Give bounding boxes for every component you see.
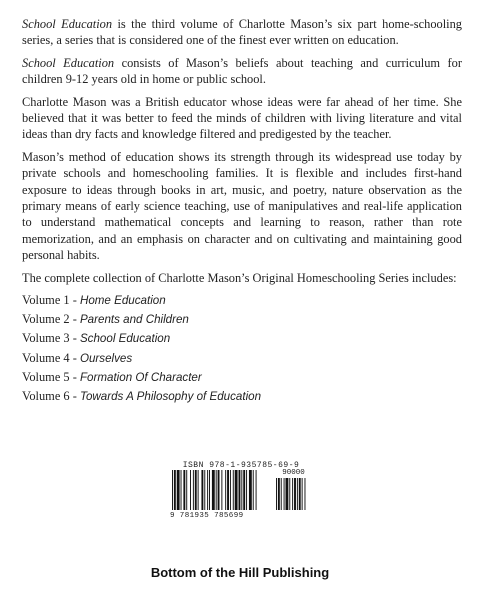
- volume-title: School Education: [79, 332, 171, 346]
- book-title-italic: School Education: [22, 55, 115, 70]
- barcode-bar: [186, 470, 187, 510]
- volume-separator: -: [69, 350, 80, 365]
- barcode-bar: [221, 470, 222, 510]
- barcode-ean-digits: 9 781935 785699: [170, 512, 244, 520]
- barcode-addon-bar: [286, 478, 289, 510]
- back-cover-text: [22, 16, 462, 407]
- volume-label: Volume 4: [22, 350, 70, 365]
- volume-title: Ourselves: [79, 351, 133, 365]
- paragraph-2: [22, 55, 462, 88]
- barcode-bar: [256, 470, 257, 510]
- barcode-bar: [216, 470, 217, 510]
- barcode-bar: [249, 470, 252, 510]
- volume-separator: -: [69, 293, 80, 308]
- volume-item: [22, 388, 462, 406]
- barcode-bar: [198, 470, 199, 510]
- barcode-bar: [243, 470, 245, 510]
- volume-separator: -: [69, 369, 80, 384]
- barcode-addon-bar: [284, 478, 285, 510]
- barcode-bar: [183, 470, 185, 510]
- barcode-bar: [207, 470, 208, 510]
- volume-item: [22, 292, 462, 310]
- paragraph-1-text: is the third volume of Charlotte Mason’s six part home-schooling series, a series that is considered one of the finest ever written on education.: [22, 17, 462, 48]
- barcode-bar: [193, 470, 194, 510]
- barcode-addon-bar: [276, 478, 277, 510]
- book-title-italic: School Education: [22, 17, 113, 31]
- volume-label: Volume 6: [22, 389, 70, 404]
- volume-separator: -: [69, 312, 80, 327]
- barcode-bar: [201, 470, 203, 510]
- barcode-bar: [190, 470, 191, 510]
- isbn-barcode: [170, 461, 312, 521]
- volume-list: [22, 292, 462, 406]
- barcode-bar: [177, 470, 180, 510]
- volume-label: Volume 3: [22, 331, 70, 346]
- barcode-bar: [212, 470, 215, 510]
- barcode-bar: [246, 470, 247, 510]
- barcode-bar: [230, 470, 231, 510]
- barcode-bar: [195, 470, 197, 510]
- barcode-bar: [181, 470, 182, 510]
- barcode-bar: [204, 470, 205, 510]
- barcode-addon-bar: [302, 478, 303, 510]
- barcode-addon-bar: [278, 478, 280, 510]
- barcode-addon-digits: 90000: [282, 469, 305, 477]
- paragraph-4: Mason’s method of education shows its strength through its widespread use today by private schools and homeschooling families. It is flexible and includes first-hand exposure to ideas through books in art, music, and poetry, nature observation as the primary means of early science teaching, use of manipulatives and real-life application to understand mathematical concepts and learning to reason, rather than rote memorization, and an emphasis on character and on cultivating and maintaining good personal habits.: [22, 149, 462, 263]
- barcode-addon-bar: [281, 478, 282, 510]
- barcode-bar: [218, 470, 220, 510]
- publisher-name: Bottom of the Hill Publishing: [150, 565, 330, 580]
- volume-label: Volume 2: [22, 312, 70, 327]
- barcode-bar: [209, 470, 210, 510]
- barcode-bar: [241, 470, 242, 510]
- barcode-addon-bar: [289, 478, 290, 510]
- volume-label: Volume 1: [22, 293, 70, 308]
- isbn-text: ISBN 978-1-935785-69-9: [182, 461, 300, 470]
- volume-title: Towards A Philosophy of Education: [79, 390, 262, 404]
- paragraph-1: [22, 16, 462, 49]
- barcode-bar: [227, 470, 229, 510]
- barcode-addon-bar: [297, 478, 298, 510]
- barcode-bar: [233, 470, 234, 510]
- volume-item: [22, 369, 462, 387]
- volume-separator: -: [69, 331, 80, 346]
- barcode-bar: [239, 470, 241, 510]
- paragraph-3: Charlotte Mason was a British educator whose ideas were far ahead of her time. She believed that it was better to feed the minds of children with living literature and vital ideas than dry facts and knowledge filtered and predigested by the teacher.: [22, 94, 462, 142]
- volume-title: Formation Of Character: [79, 370, 202, 384]
- barcode-bar: [225, 470, 226, 510]
- barcode-bar: [172, 470, 173, 510]
- volume-item: [22, 350, 462, 368]
- paragraph-2-text: consists of Mason’s beliefs about teaching and curriculum for children 9-12 years old in home or public school.: [22, 55, 462, 87]
- volume-title: Home Education: [79, 294, 166, 308]
- volume-item: [22, 330, 462, 348]
- barcode-bar: [235, 470, 238, 510]
- barcode-addon-bar: [305, 478, 306, 510]
- volume-item: [22, 311, 462, 329]
- volume-title: Parents and Children: [79, 313, 189, 327]
- barcode-bar: [253, 470, 254, 510]
- paragraph-5: The complete collection of Charlotte Mason’s Original Homeschooling Series includes:: [22, 270, 457, 285]
- barcode-addon-bar: [294, 478, 296, 510]
- volume-separator: -: [69, 389, 80, 404]
- volume-label: Volume 5: [22, 369, 70, 384]
- barcode-bar: [174, 470, 176, 510]
- barcode-addon-bar: [292, 478, 293, 510]
- barcode-addon-bar: [299, 478, 301, 510]
